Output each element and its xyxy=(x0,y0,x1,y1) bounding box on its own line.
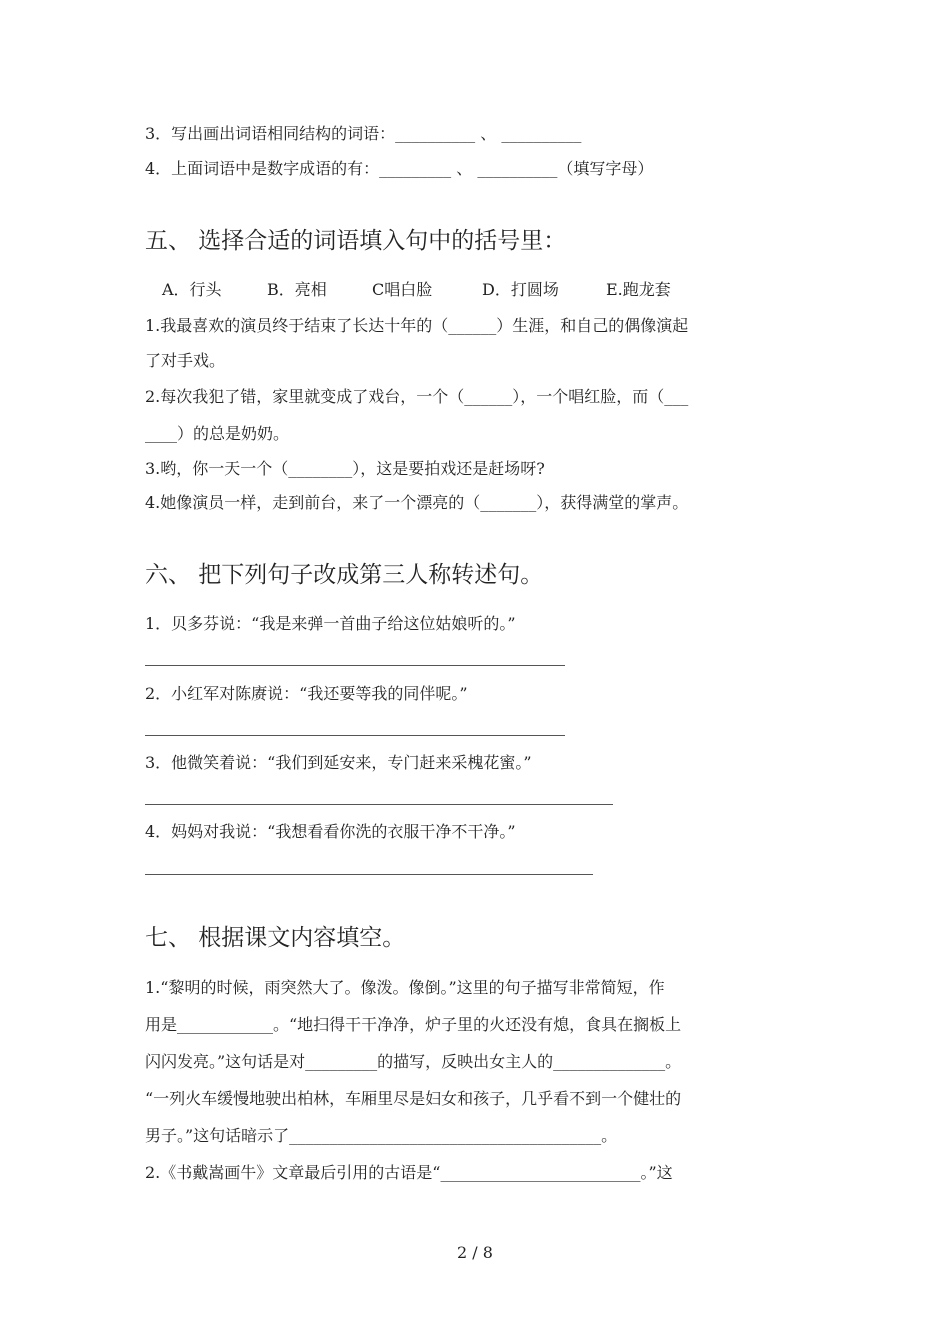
section-5-title: 五、 选择合适的词语填入句中的括号里： xyxy=(145,228,567,254)
question-4-number-idioms: 4．上面词语中是数字成语的有：_________ 、 __________（填写字母） xyxy=(145,159,654,178)
question-3-structure-words: 3．写出画出词语相同结构的词语：__________ 、 __________ xyxy=(145,124,582,143)
section-6-item-4: 4．妈妈对我说：“我想看看你洗的衣服干净不干净。” xyxy=(145,822,516,841)
option-d: D．打圆场 xyxy=(482,280,559,299)
section-5-line-5: 3.哟，你一天一个（________），这是要拍戏还是赶场呀? xyxy=(145,459,545,478)
section-6-title: 六、 把下列句子改成第三人称转述句。 xyxy=(145,562,544,588)
section-6-item-1: 1．贝多芬说：“我是来弹一首曲子给这位姑娘听的。” xyxy=(145,614,516,633)
option-c: C唱白脸 xyxy=(372,280,433,299)
section-5-line-1: 1.我最喜欢的演员终于结束了长达十年的（______）生涯，和自己的偶像演起 xyxy=(145,316,689,335)
answer-line-4 xyxy=(145,874,593,875)
section-7-line-6: 2.《书戴嵩画牛》文章最后引用的古语是“_________________________。”这 xyxy=(145,1163,673,1182)
section-7-line-1: 1.“黎明的时候，雨突然大了。像泼。像倒。”这里的句子描写非常简短，作 xyxy=(145,978,665,997)
option-b: B．亮相 xyxy=(267,280,327,299)
section-5-line-2: 了对手戏。 xyxy=(145,351,226,370)
answer-line-1 xyxy=(145,665,565,666)
section-7-line-5: 男子。”这句话暗示了_______________________________________。 xyxy=(145,1126,618,1145)
section-6-item-3: 3．他微笑着说：“我们到延安来，专门赶来采槐花蜜。” xyxy=(145,753,532,772)
section-5-line-6: 4.她像演员一样，走到前台，来了一个漂亮的（_______），获得满堂的掌声。 xyxy=(145,493,689,512)
section-7-line-2: 用是____________。“地扫得干干净净，炉子里的火还没有熄，食具在搁板上 xyxy=(145,1015,682,1034)
section-7-line-3: 闪闪发亮。”这句话是对_________的描写，反映出女主人的______________。 xyxy=(145,1052,682,1071)
answer-line-2 xyxy=(145,735,565,736)
section-5-line-3: 2.每次我犯了错，家里就变成了戏台，一个（______），一个唱红脸，而（___ xyxy=(145,387,689,406)
section-7-title: 七、 根据课文内容填空。 xyxy=(145,925,406,951)
section-6-item-2: 2．小红军对陈赓说：“我还要等我的同伴呢。” xyxy=(145,684,468,703)
section-5-line-4: ____）的总是奶奶。 xyxy=(145,424,290,443)
option-a: A．行头 xyxy=(162,280,222,299)
option-e: E.跑龙套 xyxy=(606,280,671,299)
answer-line-3 xyxy=(145,804,613,805)
page-number: 2 / 8 xyxy=(457,1243,493,1262)
section-7-line-4: “一列火车缓慢地驶出柏林，车厢里尽是妇女和孩子，几乎看不到一个健壮的 xyxy=(145,1089,682,1108)
